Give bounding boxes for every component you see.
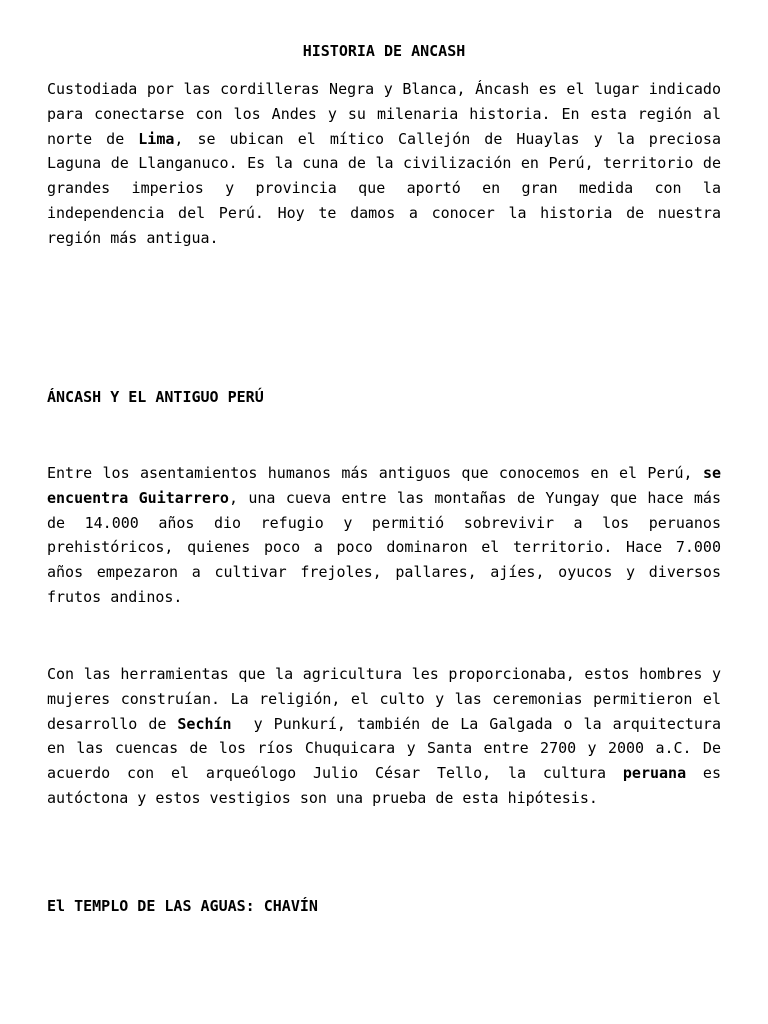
intro-bold-lima: Lima bbox=[138, 129, 175, 148]
paragraph-guitarrero bbox=[47, 461, 721, 610]
para2-text-3: es autóctona y estos vestigios son una prueba de esta hipótesis. bbox=[47, 764, 731, 807]
para2-bold-sechin: Sechín bbox=[177, 714, 232, 733]
intro-text-1: Custodiada por las cordilleras Negra y Blanca, Áncash es el lugar indicado para conectarse con los Andes y su milenaria historia. En esta región al norte de bbox=[47, 80, 721, 148]
para1-text-2: , una cueva entre las montañas de Yungay que hace más de 14.000 años dio refugio y permitió sobrevivir a los peruanos prehistóricos, quienes poco a poco dominaron el territorio. Hace 7.000 años empezaron a cultivar frejoles, pallares, ajíes, oyucos y diversos frutos andinos. bbox=[47, 488, 721, 606]
document-title: HISTORIA DE ANCASH bbox=[302, 42, 466, 60]
para1-text-1: Entre los asentamientos humanos más antiguos que conocemos en el Perú, bbox=[47, 464, 703, 482]
intro-paragraph bbox=[47, 77, 721, 251]
para1-bold-guitarrero: se encuentra Guitarrero bbox=[47, 464, 721, 507]
section-heading-templo-chavin: El TEMPLO DE LAS AGUAS: CHAVÍN bbox=[47, 897, 318, 915]
para2-bold-peruana: peruana bbox=[622, 764, 687, 783]
para2-text-2: y Punkurí, también de La Galgada o la arquitectura en las cuencas de los ríos Chuquicara y Santa entre 2700 y 2000 a.C. De acuerdo con el arqueólogo Julio César Tello, la cultura bbox=[47, 714, 731, 783]
section-heading-ancash-antiguo-peru: ÁNCASH Y EL ANTIGUO PERÚ bbox=[47, 388, 264, 406]
paragraph-sechin bbox=[47, 662, 731, 811]
intro-text-2: , se ubican el mítico Callejón de Huaylas y la preciosa Laguna de Llanganuco. Es la cuna de la civilización en Perú, territorio de grandes imperios y provincia que aportó en gran medida con la independencia del Perú. Hoy te damos a conocer la historia de nuestra región más antigua. bbox=[47, 129, 721, 247]
para2-text-1: Con las herramientas que la agricultura les proporcionaba, estos hombres y mujeres construían. La religión, el culto y las ceremonias permitieron el desarrollo de bbox=[47, 665, 731, 733]
